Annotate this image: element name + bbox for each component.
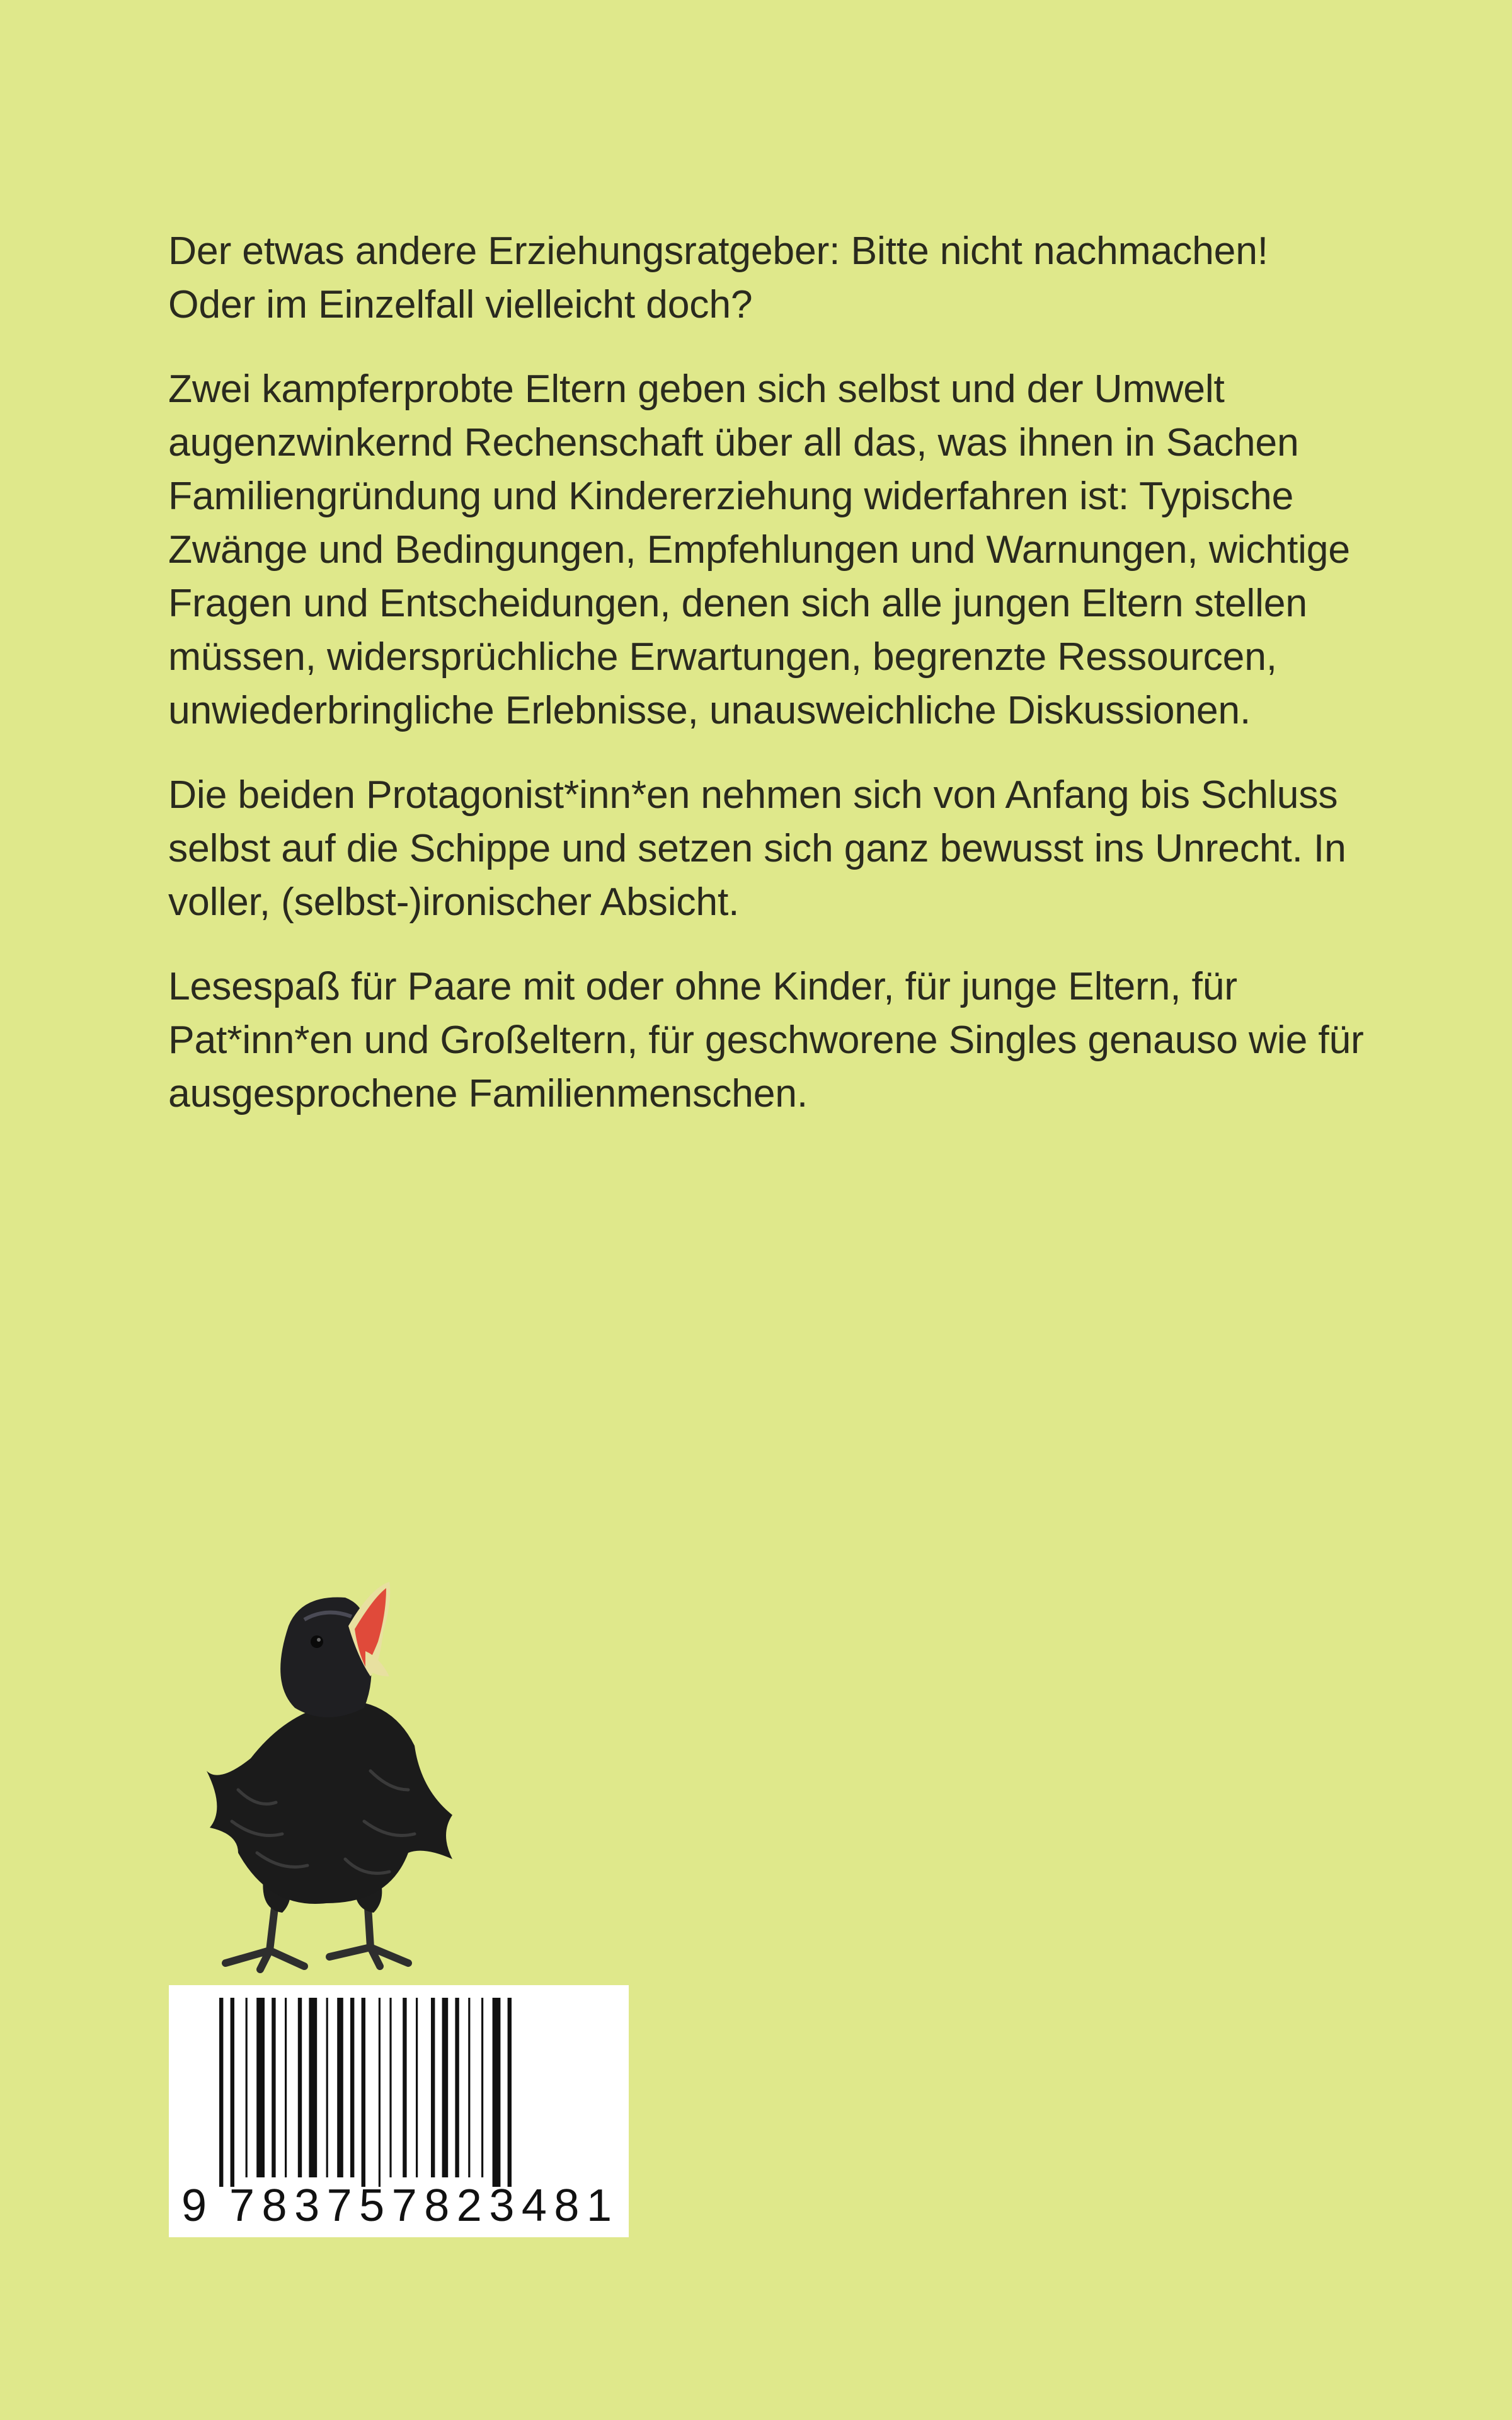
barcode-bar [389, 1998, 391, 2177]
back-cover-blurb [168, 224, 1365, 1151]
barcode-bar [455, 1998, 459, 2177]
barcode-bar [416, 1998, 418, 2177]
barcode-bar [298, 1998, 302, 2177]
blurb-paragraph-1: Der etwas andere Erziehungsratgeber: Bitte nicht nachmachen! Oder im Einzelfall vielleicht doch? [168, 229, 1268, 326]
barcode-bar [285, 1998, 287, 2177]
isbn-barcode [169, 1985, 629, 2237]
barcode-bar [219, 1998, 223, 2187]
barcode-remaining-digits: 783757823481 [229, 2181, 619, 2231]
barcode-bar [379, 1998, 381, 2187]
barcode-bar [231, 1998, 234, 2187]
barcode-bar [326, 1998, 328, 2177]
barcode-bar [272, 1998, 275, 2177]
blurb-paragraph-2: Zwei kampferprobte Eltern geben sich selbst und der Umwelt augenzwinkernd Rechenschaft über all das, was ihnen in Sachen Familiengründung und Kindererziehung widerfahren ist: Typische Zwänge und Bedingungen, Empfehlungen und Warnungen, wichtige Fragen und Entscheidungen, denen sich alle jungen Eltern stellen müssen, widersprüchliche Erwartungen, begrenzte Ressourcen, unwiederbringliche Erlebnisse, unausweichliche Diskussionen. [168, 367, 1350, 732]
barcode-bar [481, 1998, 483, 2177]
barcode-bar [337, 1998, 343, 2177]
barcode-first-digit: 9 [181, 2181, 207, 2231]
barcode-digits [175, 2181, 622, 2231]
blurb-paragraph-3: Die beiden Protagonist*inn*en nehmen sich von Anfang bis Schluss selbst auf die Schippe und setzen sich ganz bewusst ins Unrecht. In voller, (selbst-)ironischer Absicht. [168, 773, 1346, 924]
blurb-paragraph-4: Lesespaß für Paare mit oder ohne Kinder, für junge Eltern, für Pat*inn*en und Großeltern, für geschworene Singles genauso wie für ausgesprochene Familienmenschen. [168, 964, 1364, 1115]
barcode-bar [256, 1998, 265, 2177]
barcode-bars [169, 1985, 629, 2187]
barcode-bar [468, 1998, 470, 2177]
barcode-bar [362, 1998, 365, 2187]
barcode-bar [431, 1998, 435, 2177]
barcode-bar [442, 1998, 449, 2177]
barcode-bar [309, 1998, 317, 2177]
barcode-bar [493, 1998, 501, 2187]
barcode-bar [403, 1998, 406, 2177]
barcode-bar [350, 1998, 354, 2177]
baby-raven-icon [200, 1582, 465, 1985]
barcode-bar [508, 1998, 512, 2187]
barcode-bar [246, 1998, 248, 2177]
